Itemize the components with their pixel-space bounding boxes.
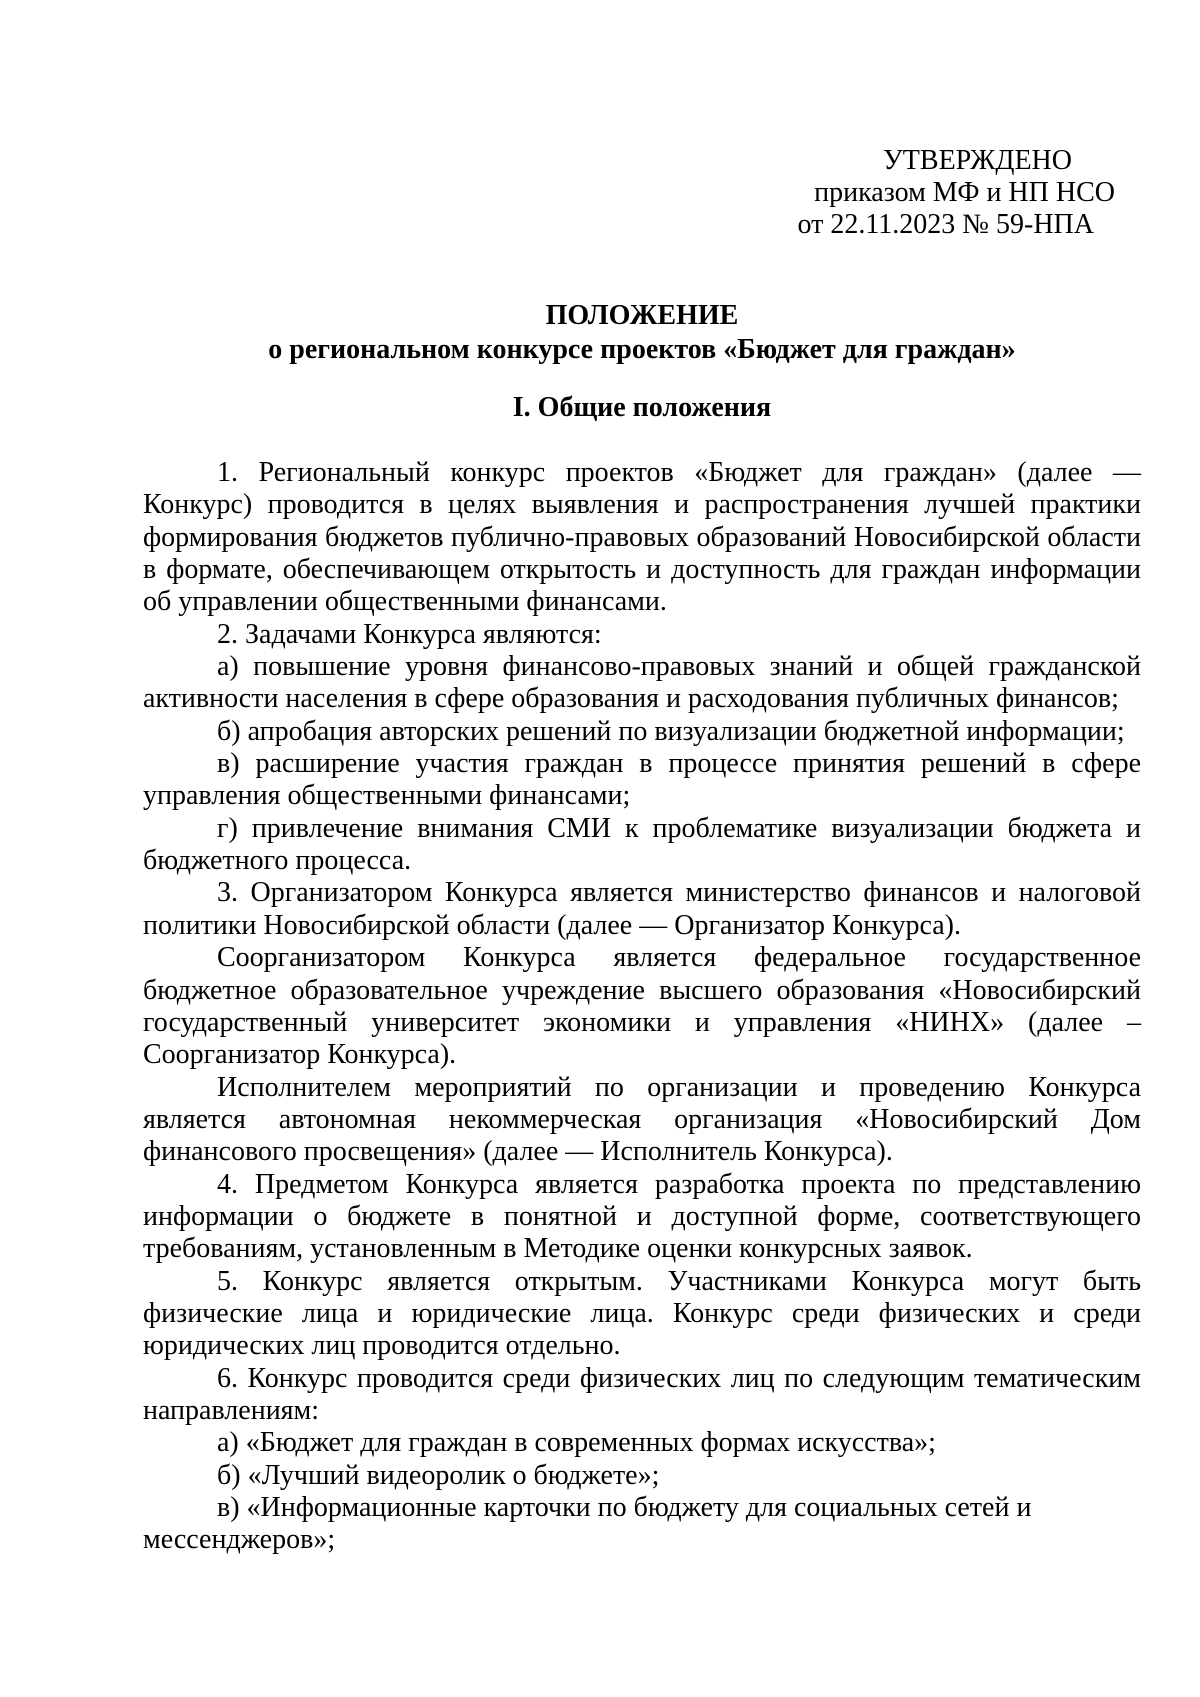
approval-stamp xyxy=(797,145,1115,241)
paragraph: Исполнителем мероприятий по организации и проведению Конкурса является автономная некоммерческая организация «Новосибирский Дом финансового просвещения» (далее — Исполнитель Конкурса). xyxy=(143,1071,1141,1168)
paragraph: Соорганизатором Конкурса является федеральное государственное бюджетное образовательное учреждение высшего образования «Новосибирский государственный университет экономики и управления «НИНХ» (далее – Соорганизатор Конкурса). xyxy=(143,942,1141,1071)
approval-order: приказом МФ и НП НСО xyxy=(814,177,1115,208)
section-heading: I. Общие положения xyxy=(512,392,772,423)
paragraph: в) «Информационные карточки по бюджету для социальных сетей и мессенджеров»; xyxy=(143,1492,1032,1556)
approval-heading: УТВЕРЖДЕНО xyxy=(882,145,1072,176)
paragraph: в) расширение участия граждан в процессе принятия решений в сфере управления общественными финансами; xyxy=(143,748,1141,812)
paragraph: б) «Лучший видеоролик о бюджете»; xyxy=(217,1459,660,1491)
paragraph: 5. Конкурс является открытым. Участниками Конкурса могут быть физические лица и юридические лица. Конкурс среди физических и среди юридических лиц проводится отдельно. xyxy=(143,1265,1141,1362)
paragraph: 1. Региональный конкурс проектов «Бюджет для граждан» (далее — Конкурс) проводится в целях выявления и распространения лучшей практики формирования бюджетов публично-правовых образований Новосибирской области в формате, обеспечивающем открытость и доступность для граждан информации об управлении общественными финансами. xyxy=(143,457,1141,618)
document-body xyxy=(143,457,1141,1557)
document-title-main: ПОЛОЖЕНИЕ xyxy=(545,300,739,331)
paragraph: г) привлечение внимания СМИ к проблематике визуализации бюджета и бюджетного процесса. xyxy=(143,812,1141,877)
paragraph: 3. Организатором Конкурса является министерство финансов и налоговой политики Новосибирской области (далее — Организатор Конкурса). xyxy=(143,877,1141,941)
document-title xyxy=(141,299,1143,366)
paragraph: 2. Задачами Конкурса являются: xyxy=(217,618,602,650)
paragraph: 6. Конкурс проводится среди физических лиц по следующим тематическим направлениям: xyxy=(143,1362,1141,1426)
paragraph: 4. Предметом Конкурса является разработка проекта по представлению информации о бюджете в понятной и доступной форме, соответствующего требованиям, установленным в Методике оценки конкурсных заявок. xyxy=(143,1168,1141,1265)
paragraph: а) «Бюджет для граждан в современных формах искусства»; xyxy=(217,1427,936,1459)
document-title-sub: о региональном конкурсе проектов «Бюджет для граждан» xyxy=(268,334,1016,365)
approval-date-number: от 22.11.2023 № 59-НПА xyxy=(797,209,1094,240)
paragraph: а) повышение уровня финансово-правовых знаний и общей гражданской активности населения в сфере образования и расходования публичных финансов; xyxy=(143,651,1141,715)
paragraph: б) апробация авторских решений по визуализации бюджетной информации; xyxy=(217,715,1125,747)
